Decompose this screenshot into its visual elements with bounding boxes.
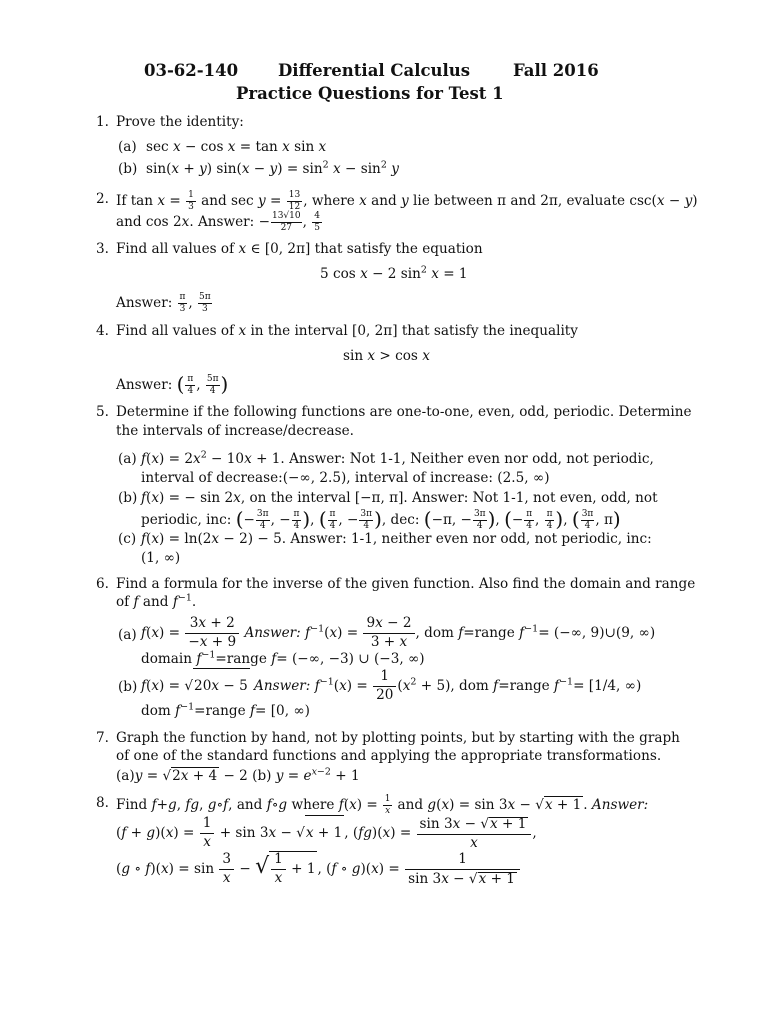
part-text: f(x) = $\frac{3x + 2}{-x + 9}$ Answer: $f^{-1}(x)$ = $\frac{9x - 2}{3 + x}$ , dom f=range $f^{-1}=$ (−∞, 9)∪(9, ∞) (141, 615, 656, 650)
question-prompt: Find all values of x in the interval [0, 2π] that satisfy the inequality (116, 323, 578, 339)
question-prompt: the intervals of increase/decrease. (116, 423, 354, 439)
part-label: (c) (118, 531, 137, 547)
part-text: sin(x + y) $\sin(x - y) = \sin^2 x - \sin^2 y$ (146, 159, 399, 177)
part-label: (a) (118, 627, 137, 643)
question-prompt: (a)y = √2x + 4 − 2 (b) $y = e^{x-2} + 1$ (116, 766, 360, 784)
part-text: interval of decrease:(−∞, 2.5), interval of increase: (2.5, ∞) (141, 470, 550, 486)
question-number: 3. (96, 241, 109, 257)
part-text: dom $f^{-1}=range$ f= [0, ∞) (141, 701, 310, 719)
question-answer: Answer: $\frac{\pi}{3}$ , $\frac{5\pi}{3}$ (116, 292, 211, 314)
question-prompt: Graph the function by hand, not by plotting points, but by starting with the graph (116, 730, 680, 746)
question-prompt: Prove the identity: (116, 114, 244, 130)
part-text: (1, ∞) (141, 550, 181, 566)
answer-line: (g ∘ f)(x) = sin $\frac{3}{x}$ − √ $\frac{1}{x}$ + 1 , (f ∘ g)(x) = $\frac{1}{\sin 3x - √x + 1}$ (116, 850, 521, 886)
question-number: 6. (96, 576, 109, 592)
equation: 5 cos x − 2 $\sin^2 x = 1$ (320, 264, 468, 282)
question-prompt: If tan x = $\frac{1}{3}$ and sec y = $\frac{13}{12}$ , where x and y lie between π and 2π, evaluate csc(x − y) (116, 190, 698, 212)
page-subtitle: Practice Questions for Test 1 (236, 84, 504, 103)
part-text: f(x) = ln(2x − 2) − 5. Answer: 1-1, neither even nor odd, not periodic, inc: (141, 531, 652, 547)
part-text: f(x) = − sin 2x, on the interval [−π, π]. Answer: Not 1-1, not even, odd, not (141, 490, 658, 506)
answer-line: (f + g)(x) = $\frac{1}{x}$ + sin 3x − √x + 1 , (fg)(x) = $\frac{\sin 3x - √x + 1}{x}$ , (116, 815, 537, 851)
course-code: 03-62-140 (144, 61, 239, 80)
question-prompt: Find a formula for the inverse of the given function. Also find the domain and range (116, 576, 696, 592)
question-answer: and cos 2x. Answer: − $\frac{13√10}{27}$ , $\frac{4}{5}$ (116, 211, 321, 233)
part-text: $f(x) = 2x^2 - 10x + 1$. Answer: Not 1-1, Neither even nor odd, not periodic, (141, 449, 654, 467)
question-number: 8. (96, 795, 109, 811)
part-label: (b) (118, 679, 138, 695)
question-number: 7. (96, 730, 109, 746)
question-prompt: of f and $f^{-1}$. (116, 592, 197, 610)
part-label: (a) (118, 139, 137, 155)
question-number: 2. (96, 191, 109, 207)
equation: sin x > cos x (343, 348, 430, 364)
part-label: (b) (118, 161, 138, 177)
question-prompt: of one of the standard functions and applying the appropriate transformations. (116, 748, 662, 764)
question-answer: Answer: ( $\frac{\pi}{4}$ , $\frac{5\pi}{4}$ ) (116, 372, 229, 396)
question-number: 1. (96, 114, 109, 130)
question-number: 4. (96, 323, 109, 339)
part-label: (a) (118, 451, 137, 467)
course-title: Differential Calculus (278, 61, 471, 80)
question-prompt: Determine if the following functions are one-to-one, even, odd, periodic. Determine (116, 404, 692, 420)
question-number: 5. (96, 404, 109, 420)
part-text: sec x − cos x = tan x sin x (146, 139, 327, 155)
part-text: f(x) = √20x − 5 Answer: $f^{-1}(x)$ = $\frac{1}{20}$ $(x^2 + 5)$, dom f=range $f^{-1}= [1/4$, ∞) (141, 668, 642, 703)
part-label: (b) (118, 490, 138, 506)
term: Fall 2016 (513, 61, 599, 80)
question-prompt: Find all values of x ∈ [0, 2π] that satisfy the equation (116, 241, 483, 257)
part-text: periodic, inc: (− $\frac{3\pi}{4}$ , − $\frac{\pi}{4}$ ), ( $\frac{\pi}{4}$ , − $\frac{3\pi}{4}$ ), dec: (−π, − $\frac{3\pi}{4}$ ), (− $\frac{\pi}{4}$ , $\frac{\pi}{4}$ ), ( $\frac{3\pi}{4}$ , π) (141, 507, 621, 531)
question-prompt: Find f+g, fg, g∘f, and f∘g where f(x) = $\frac{1}{x}$ and g(x) = sin 3x − √x + 1 . Answer: (116, 794, 649, 816)
part-text: domain $f^{-1}=range$ f= (−∞, −3) ∪ (−3, ∞) (141, 649, 425, 667)
